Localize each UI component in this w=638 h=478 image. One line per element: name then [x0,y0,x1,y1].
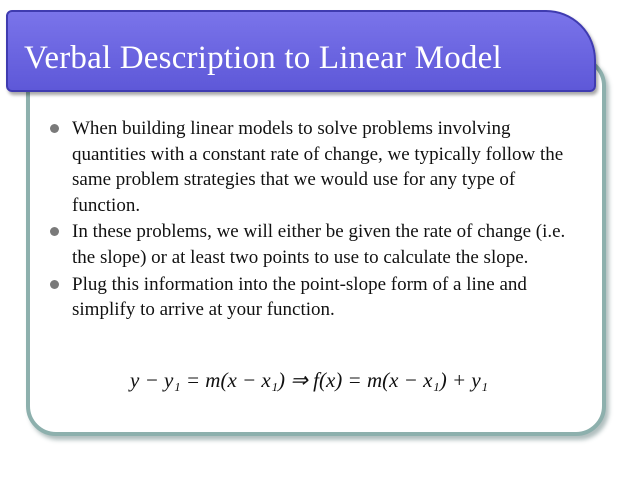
bullet-list [52,116,582,324]
bullet-dot-icon [50,280,59,289]
bullet-dot-icon [50,124,59,133]
bullet-text: When building linear models to solve problems involving quantities with a constant rate of change, we typically follow the same problem strategies that we would use for any type of function. [72,118,564,216]
point-slope-formula: y − y₁ = m(x − x₁) ⇒ f(x) = m(x − x₁) + y₁ [130,368,489,392]
list-item [52,219,582,270]
bullet-dot-icon [50,227,59,236]
bullet-text: Plug this information into the point-slope form of a line and simplify to arrive at your function. [72,273,527,321]
list-item [52,116,582,218]
list-item [52,272,582,323]
bullet-text: In these problems, we will either be given the rate of change (i.e. the slope) or at least two points to use to calculate the slope. [72,221,566,268]
title-bar [6,10,596,92]
slide-title: Verbal Description to Linear Model [24,40,502,76]
